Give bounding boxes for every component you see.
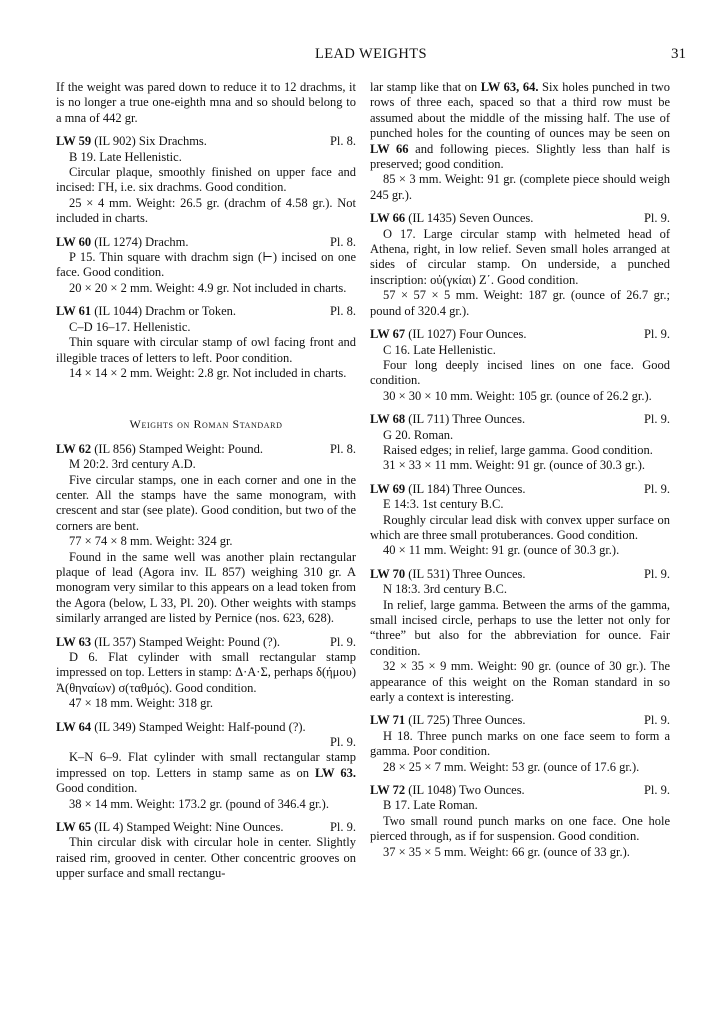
cross-reference: LW 66 (370, 141, 409, 156)
entry-dimensions: 31 × 33 × 11 mm. Weight: 91 gr. (ounce of 30.3 gr.). (383, 458, 646, 473)
plate-ref: Pl. 9. (329, 634, 356, 649)
section-heading-text: Weights on Roman Standard (129, 417, 283, 432)
entry-dimensions: 77 × 74 × 8 mm. Weight: 324 gr. (69, 534, 233, 549)
entry-id: LW 63 (56, 634, 92, 649)
entry-heading (370, 713, 670, 728)
entry-heading (370, 412, 670, 427)
entry-description: O 17. Large circular stamp with helmeted head of Athena, right, in low relief. Seven small holes arranged at sides of circular stamp. On underside, a punched inscription: οὐ(γκίαι) Ζ΄. Good condition. (370, 226, 670, 287)
entry-title: (IL 1435) Seven Ounces. (408, 211, 534, 226)
entry-location: M 20:2. 3rd century A.D. (69, 457, 196, 472)
entry-title: (IL 725) Three Ounces. (408, 713, 526, 728)
entry-dimensions: 57 × 57 × 5 mm. Weight: 187 gr. (ounce of 26.7 gr.; pound of 320.4 gr.). (370, 288, 670, 318)
entry-title: (IL 1274) Drachm. (94, 234, 189, 249)
entry-description: Two small round punch marks on one face. One hole pierced through, as if for suspension. Good condition. (370, 813, 670, 844)
entry-dimensions: 25 × 4 mm. Weight: 26.5 gr. (drachm of 4.58 gr.). Not included in charts. (56, 195, 356, 226)
entry-id: LW 59 (56, 134, 92, 149)
entry-location: B 17. Late Roman. (383, 798, 478, 813)
entry-heading (56, 820, 356, 835)
cross-reference: LW 63, 64. (480, 80, 539, 94)
entry-heading (56, 442, 356, 457)
plate-ref: Pl. 9. (643, 566, 670, 581)
entry-dimensions: 14 × 14 × 2 mm. Weight: 2.8 gr. Not included in charts. (69, 365, 347, 380)
catalog-entry-lw61 (56, 304, 356, 381)
plate-ref: Pl. 8. (329, 234, 356, 249)
entry-id: LW 67 (370, 327, 406, 342)
entry-id: LW 72 (370, 783, 406, 798)
entry-title: (IL 349) Stamped Weight: Half-pound (?). (94, 719, 306, 734)
entry-description: Circular plaque, smoothly finished on upper face and incised: ΓΗ, i.e. six drachms. Good condition. (56, 165, 356, 195)
plate-ref: Pl. 9. (643, 412, 670, 427)
entry-id: LW 69 (370, 481, 406, 496)
catalog-entry-lw67 (370, 327, 670, 404)
entry-dimensions: 20 × 20 × 2 mm. Weight: 4.9 gr. Not included in charts. (69, 280, 347, 295)
catalog-entry-lw59 (56, 134, 356, 226)
catalog-entry-lw60 (56, 235, 356, 297)
entry-title: (IL 1044) Drachm or Token. (94, 304, 237, 319)
entry-description: D 6. Flat cylinder with small rectangular stamp impressed on top. Letters in stamp: Δ·Α·Σ, perhaps δ(ήμου) Ἀ(θηναίων) σ(ταθμός). Good condition. (56, 650, 356, 695)
entry-dimensions: 30 × 30 × 10 mm. Weight: 105 gr. (ounce of 26.2 gr.). (383, 388, 652, 403)
plate-ref: Pl. 9. (329, 735, 356, 750)
entry-heading (370, 567, 670, 582)
entry-dimensions: 38 × 14 mm. Weight: 173.2 gr. (pound of 346.4 gr.). (69, 796, 329, 811)
entry-heading (56, 720, 356, 735)
entry-title: (IL 856) Stamped Weight: Pound. (94, 441, 263, 456)
entry-location: G 20. Roman. (383, 427, 454, 442)
catalog-entry-lw68 (370, 412, 670, 474)
entry-heading (370, 211, 670, 226)
entry-location: N 18:3. 3rd century B.C. (383, 582, 507, 597)
entry-dimensions: 32 × 35 × 9 mm. Weight: 90 gr. (ounce of 30 gr.). The appearance of this weight on the Roman standard in so early a context is interesting. (370, 659, 670, 705)
entry-heading (56, 635, 356, 650)
entry-location: C–D 16–17. Hellenistic. (69, 319, 191, 334)
plate-ref: Pl. 9. (643, 327, 670, 342)
plate-ref: Pl. 9. (643, 783, 670, 798)
entry-id: LW 65 (56, 820, 92, 835)
entry-title: (IL 1027) Four Ounces. (408, 327, 527, 342)
entry-location: B 19. Late Hellenistic. (69, 149, 182, 164)
entry-heading (370, 327, 670, 342)
description-text: lar stamp like that on (370, 80, 478, 94)
catalog-entry-lw64 (56, 720, 356, 812)
entry-description: Thin square with circular stamp of owl facing front and illegible traces of letters to left. Poor condition. (56, 335, 356, 365)
entry-description: Thin circular disk with circular hole in center. Slightly raised rim, grooved in center. Other concentric grooves on upper surface and small rectangu- (56, 835, 356, 881)
entry-heading (56, 235, 356, 250)
entry-location: E 14:3. 1st century B.C. (383, 497, 504, 512)
entry-id: LW 66 (370, 211, 406, 226)
entry-heading (370, 783, 670, 798)
catalog-entry-lw65 (56, 820, 356, 882)
running-head (56, 46, 686, 66)
entry-location: C 16. Late Hellenistic. (383, 342, 496, 357)
plate-ref: Pl. 9. (643, 211, 670, 226)
entry-description: Four long deeply incised lines on one face. Good condition. (370, 357, 670, 388)
entry-description: Roughly circular lead disk with convex upper surface on which are three small protuberances. Good condition. (370, 512, 670, 542)
entry-description: In relief, large gamma. Between the arms of the gamma, small incised circle, perhaps to use the letter not only for “three” but also for the abbreviation for ounce. Fair condition. (370, 597, 670, 658)
left-column (56, 80, 356, 882)
entry-title: (IL 357) Stamped Weight: Pound (?). (94, 634, 280, 649)
entry-dimensions: 85 × 3 mm. Weight: 91 gr. (complete piece should weigh 245 gr.). (370, 172, 670, 202)
plate-ref: Pl. 9. (643, 713, 670, 728)
entry-dimensions: 37 × 35 × 5 mm. Weight: 66 gr. (ounce of 33 gr.). (383, 844, 630, 859)
description-text: and following pieces. Slightly less than half is preserved; good condition. (370, 141, 671, 172)
description-text: Six holes punched in two rows of three each, spaced so that a third row must be assumed about the middle of the missing half. The use of punched holes for the counting of ounces may be seen on (370, 80, 670, 141)
entry-heading (56, 304, 356, 319)
entry-id: LW 61 (56, 304, 92, 319)
catalog-entry-lw62 (56, 442, 356, 627)
catalog-entry-lw70 (370, 567, 670, 706)
description-text: K–N 6–9. Flat cylinder with small rectangular stamp impressed on top. Letters in stamp same as on (56, 750, 356, 780)
plate-ref: Pl. 8. (329, 134, 356, 149)
entry-id: LW 60 (56, 234, 92, 249)
entry-description (56, 750, 356, 796)
cross-reference: LW 63. (314, 765, 357, 780)
entry-id: LW 71 (370, 713, 406, 728)
entry-title: (IL 184) Three Ounces. (408, 481, 526, 496)
catalog-entry-lw69 (370, 482, 670, 559)
section-heading (56, 417, 356, 433)
plate-ref: Pl. 9. (643, 481, 670, 496)
entry-description: H 18. Three punch marks on one face seem to form a gamma. Poor condition. (370, 728, 670, 759)
entry-id: LW 64 (56, 719, 92, 734)
entry-heading (370, 482, 670, 497)
page-number: 31 (671, 46, 686, 62)
entry-title: (IL 4) Stamped Weight: Nine Ounces. (94, 820, 284, 835)
description-text: Good condition. (56, 781, 138, 796)
entry-id: LW 70 (370, 566, 406, 581)
entry-heading (56, 134, 356, 149)
entry-id: LW 62 (56, 441, 92, 456)
continued-description (370, 80, 670, 172)
entry-title: (IL 1048) Two Ounces. (408, 783, 525, 798)
plate-ref: Pl. 8. (329, 441, 356, 456)
entry-description: Raised edges; in relief, large gamma. Good condition. (383, 442, 653, 457)
intro-paragraph: If the weight was pared down to reduce it to 12 drachms, it is no longer a true one-eighth mna and so should belong to a mna of 442 gr. (56, 80, 356, 125)
entry-title: (IL 711) Three Ounces. (408, 412, 526, 427)
plate-ref: Pl. 8. (329, 304, 356, 319)
catalog-entry-lw71 (370, 713, 670, 775)
plate-ref: Pl. 9. (329, 820, 356, 835)
entry-note: Found in the same well was another plain rectangular plaque of lead (Agora inv. IL 857) weighing 310 gr. A monogram very similar to this appears on a lead token from the Agora (below, L 33, Pl. 20). Other weights with stamps similarly arranged are listed by Pernice (nos. 623, 628). (56, 549, 356, 626)
entry-id: LW 68 (370, 412, 406, 427)
running-title: LEAD WEIGHTS (314, 46, 428, 62)
entry-description: Five circular stamps, one in each corner and one in the center. All the stamps have the same monogram, with crescent and star (see plate). Good condition, but two of the corners are bent. (56, 472, 356, 533)
right-column (370, 80, 670, 860)
catalog-entry-lw66 (370, 211, 670, 319)
entry-description: P 15. Thin square with drachm sign (⊢) incised on one face. Good condition. (56, 250, 356, 280)
entry-dimensions: 28 × 25 × 7 mm. Weight: 53 gr. (ounce of 17.6 gr.). (383, 759, 640, 774)
entry-dimensions: 47 × 18 mm. Weight: 318 gr. (69, 696, 214, 711)
entry-dimensions: 40 × 11 mm. Weight: 91 gr. (ounce of 30.3 gr.). (383, 543, 620, 558)
catalog-entry-lw63 (56, 635, 356, 712)
entry-title: (IL 902) Six Drachms. (94, 134, 207, 149)
entry-title: (IL 531) Three Ounces. (408, 566, 526, 581)
catalog-entry-lw72 (370, 783, 670, 860)
